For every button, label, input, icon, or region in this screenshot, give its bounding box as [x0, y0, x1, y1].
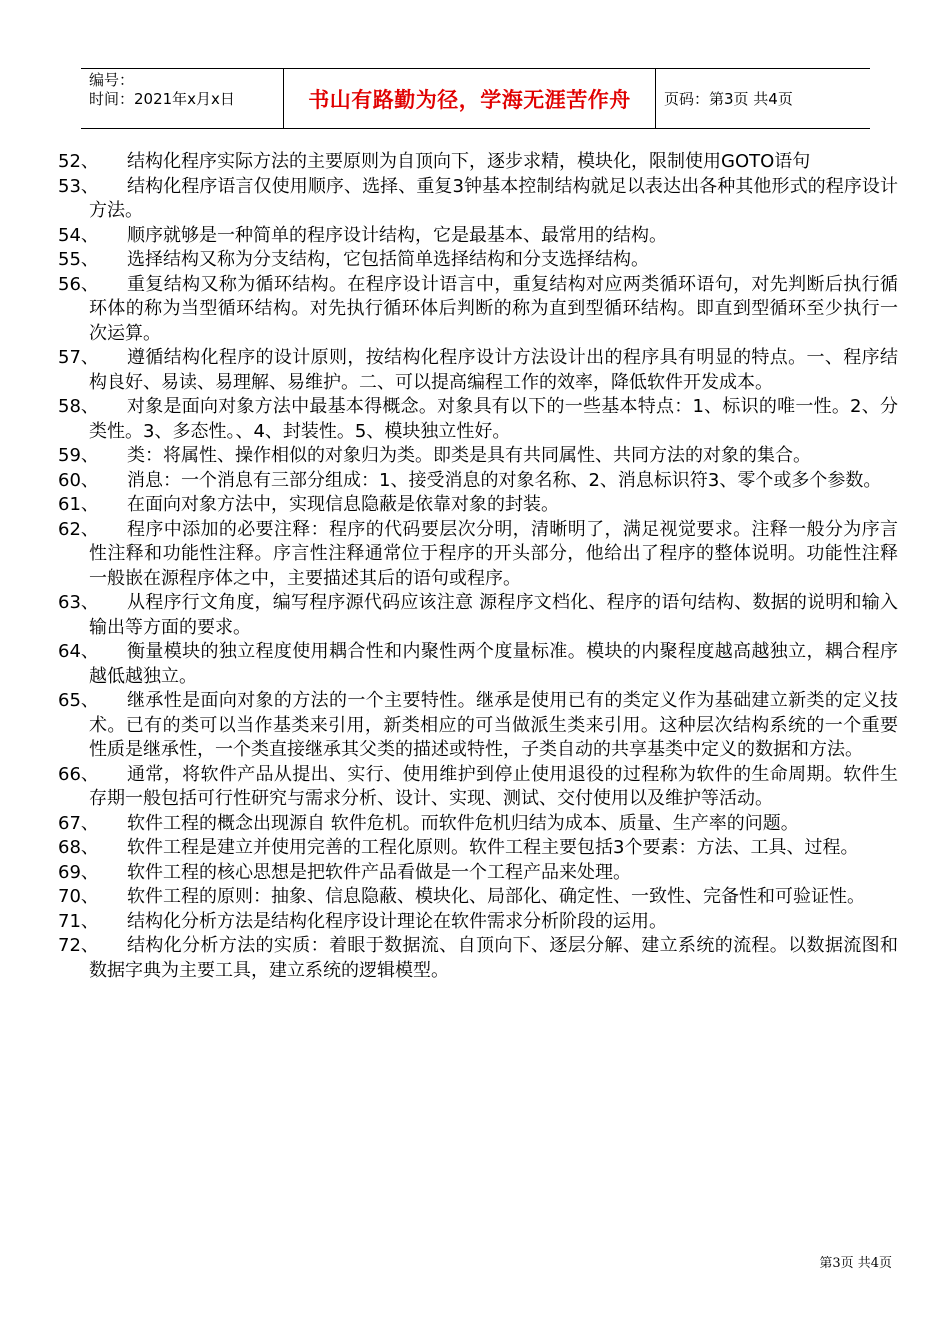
item-text: 在面向对象方法中，实现信息隐蔽是依靠对象的封装。 — [127, 494, 559, 515]
item-text: 软件工程的原则：抽象、信息隐蔽、模块化、局部化、确定性、一致性、完备性和可验证性。 — [127, 886, 865, 907]
item-text: 通常，将软件产品从提出、实行、使用维护到停止使用退役的过程称为软件的生命周期。软件生存期一般包括可行性研究与需求分析、设计、实现、测试、交付使用以及维护等活动。 — [89, 763, 898, 809]
item-text: 从程序行文角度，编写程序源代码应该注意 源程序文档化、程序的语句结构、数据的说明和输入输出等方面的要求。 — [89, 592, 898, 638]
item-number: 56、 — [58, 273, 99, 295]
page-header — [81, 68, 870, 129]
item-text: 结构化分析方法是结构化程序设计理论在软件需求分析阶段的运用。 — [127, 910, 667, 932]
item-text: 继承性是面向对象的方法的一个主要特性。继承是使用已有的类定义作为基础建立新类的定义技术。已有的类可以当作基类来引用，新类相应的可当做派生类来引用。这种层次结构系统的一个重要性质是继承性，一个类直接继承其父类的描述或特性，子类自动的共享基类中定义的数据和方法。 — [89, 690, 898, 760]
list-item — [58, 591, 898, 640]
list-item — [58, 273, 898, 347]
list-item — [58, 836, 898, 861]
header-page-label: 页码：第3页 共4页 — [664, 90, 793, 108]
list-item — [58, 689, 898, 763]
item-number: 65、 — [58, 690, 99, 711]
item-text: 结构化分析方法的实质：着眼于数据流、自顶向下、逐层分解、建立系统的流程。以数据流图和数据字典为主要工具，建立系统的逻辑模型。 — [89, 935, 898, 981]
item-text: 结构化程序语言仅使用顺序、选择、重复3钟基本控制结构就足以表达出各种其他形式的程序设计方法。 — [89, 175, 898, 221]
item-number: 59、 — [58, 445, 99, 466]
item-number: 58、 — [58, 396, 99, 417]
item-text: 类：将属性、操作相似的对象归为类。即类是具有共同属性、共同方法的对象的集合。 — [127, 445, 811, 466]
list-item — [58, 763, 898, 812]
list-item — [58, 910, 898, 935]
item-number: 57、 — [58, 347, 99, 368]
list-item — [58, 346, 898, 395]
header-meta — [81, 69, 283, 128]
document-number-label: 编号： — [89, 71, 135, 89]
page-footer: 第3页 共4页 — [819, 1256, 892, 1271]
list-item — [58, 518, 898, 592]
item-text: 软件工程的核心思想是把软件产品看做是一个工程产品来处理。 — [127, 861, 631, 883]
list-item — [58, 885, 898, 910]
item-text: 消息：一个消息有三部分组成：1、接受消息的对象名称、2、消息标识符3、零个或多个参数。 — [127, 469, 882, 491]
item-text: 对象是面向对象方法中最基本得概念。对象具有以下的一些基本特点：1、标识的唯一性。2、分类性。3、多态性。、4、封装性。5、模块独立性好。 — [89, 396, 898, 442]
list-item — [58, 469, 898, 494]
item-number: 69、 — [58, 861, 99, 883]
item-number: 72、 — [58, 935, 99, 956]
item-number: 63、 — [58, 592, 99, 613]
item-number: 53、 — [58, 175, 99, 197]
item-number: 68、 — [58, 837, 99, 858]
item-number: 55、 — [58, 249, 99, 270]
item-number: 66、 — [58, 763, 99, 785]
item-number: 60、 — [58, 469, 99, 491]
item-number: 70、 — [58, 886, 99, 907]
list-item — [58, 640, 898, 689]
item-text: 结构化程序实际方法的主要原则为自顶向下，逐步求精，模块化，限制使用GOTO语句 — [127, 151, 811, 172]
item-text: 软件工程的概念出现源自 软件危机。而软件危机归结为成本、质量、生产率的问题。 — [127, 812, 799, 834]
list-item — [58, 861, 898, 886]
item-text: 重复结构又称为循环结构。在程序设计语言中，重复结构对应两类循环语句，对先判断后执行循环体的称为当型循环结构。对先执行循环体后判断的称为直到型循环结构。即直到型循环至少执行一次运算。 — [89, 273, 898, 344]
list-item — [58, 175, 898, 224]
item-number: 64、 — [58, 641, 99, 662]
item-number: 61、 — [58, 494, 99, 515]
item-text: 遵循结构化程序的设计原则，按结构化程序设计方法设计出的程序具有明显的特点。一、程序结构良好、易读、易理解、易维护。二、可以提高编程工作的效率，降低软件开发成本。 — [89, 347, 898, 393]
list-item — [58, 224, 898, 249]
item-text: 衡量模块的独立程度使用耦合性和内聚性两个度量标准。模块的内聚程度越高越独立，耦合程序越低越独立。 — [89, 641, 898, 687]
document-body — [58, 150, 898, 983]
list-item — [58, 444, 898, 469]
header-motto: 书山有路勤为径，学海无涯苦作舟 — [283, 69, 656, 128]
list-item — [58, 493, 898, 518]
item-number: 62、 — [58, 518, 99, 540]
list-item — [58, 150, 898, 175]
item-number: 71、 — [58, 910, 99, 932]
list-item — [58, 934, 898, 983]
item-number: 67、 — [58, 812, 99, 834]
list-item — [58, 395, 898, 444]
document-time-label: 时间：2021年x月x日 — [89, 90, 235, 108]
item-text: 软件工程是建立并使用完善的工程化原则。软件工程主要包括3个要素：方法、工具、过程。 — [127, 837, 859, 858]
item-number: 52、 — [58, 151, 99, 172]
item-text: 程序中添加的必要注释：程序的代码要层次分明，清晰明了，满足视觉要求。注释一般分为序言性注释和功能性注释。序言性注释通常位于程序的开头部分，他给出了程序的整体说明。功能性注释一般嵌在源程序体之中，主要描述其后的语句或程序。 — [89, 518, 898, 589]
list-item — [58, 812, 898, 837]
item-text: 选择结构又称为分支结构，它包括简单选择结构和分支选择结构。 — [127, 249, 649, 270]
item-number: 54、 — [58, 224, 99, 246]
list-item — [58, 248, 898, 273]
item-text: 顺序就够是一种简单的程序设计结构，它是最基本、最常用的结构。 — [127, 224, 667, 246]
